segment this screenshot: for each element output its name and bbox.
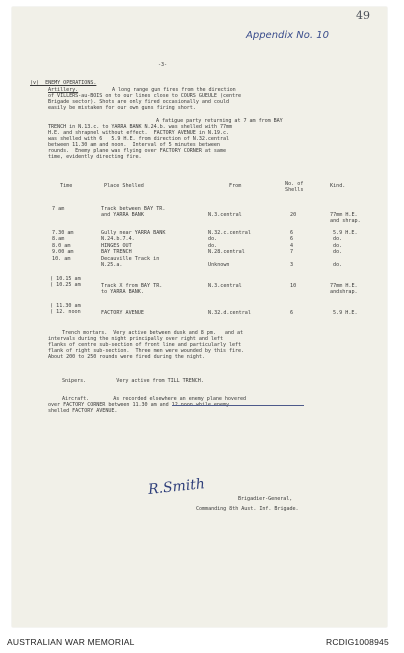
table-row-3-shells: 6 <box>290 310 294 316</box>
appendix-label: Appendix No. 10 <box>246 30 329 41</box>
signature-title-2: Commanding 8th Aust. Inf. Brigade. <box>196 506 299 512</box>
table-row-1-kind: 5.9 H.E. do. do. do. do. <box>333 230 358 269</box>
trench-mortars-line-1: intervals during the night principally over right and left <box>48 336 223 342</box>
trench-mortars-line-3: flank of right sub-section. Three men were wounded by this fire. <box>48 348 245 354</box>
table-row-3-kind: 5.9 H.E. <box>333 310 358 316</box>
header-from: From <box>229 183 242 189</box>
artillery-label: Artillery. <box>48 87 79 93</box>
table-row-2-time: ( 10.15 am ( 10.25 am <box>50 276 81 289</box>
fatigue-line-2: H.E. and shrapnel without effect. FACTORY AVENUE in N.19.c. <box>48 130 230 136</box>
fatigue-line-6: time, evidently directing fire. <box>48 154 142 160</box>
artillery-line-3: easily be mistaken for our own guns firing short. <box>48 105 196 111</box>
table-row-3-place: FACTORY AVENUE <box>101 310 144 316</box>
table-row-1-shells: 6 6 4 7 3 <box>290 230 294 269</box>
fatigue-line-4: between 11.30 am and noon. Interval of 5 minutes between <box>48 142 220 148</box>
artillery-line-1: of VILLERS-au-BOIS on to our lines close to COURS GUEULE (centre <box>48 93 242 99</box>
page-marker: -3- <box>158 62 168 68</box>
table-row-1-from: N.32.c.central do. do. N.28.central Unknown <box>208 230 251 269</box>
trench-mortars-line-0: Trench mortars. Very active between dusk and 8 pm. and at <box>62 330 244 336</box>
trench-mortars-line-2: flanks of centre sub-section of front line and particularly left <box>48 342 242 348</box>
fatigue-line-5: rounds. Enemy plane was flying over FACTORY CORNER at same <box>48 148 226 154</box>
table-row-1-time: 7.30 am 8.am 8.0 am 9.00 am 10. am <box>52 230 74 262</box>
table-row-2-shells: 10 <box>290 283 297 289</box>
fatigue-line-3: was shelled with 6 5.9 H.E. from direction of N.32.central <box>48 136 230 142</box>
trench-mortars-line-4: About 200 to 250 rounds were fired during the night. <box>48 354 205 360</box>
header-shells: No. of Shells <box>285 181 304 194</box>
table-row-3-time: ( 11.30 am ( 12. noon <box>50 303 81 316</box>
table-row-2-kind: 77mm H.E. andshrap. <box>330 283 358 296</box>
header-kind: Kind. <box>330 183 346 189</box>
handwritten-signature: R.Smith <box>147 476 206 498</box>
section-heading: (v) ENEMY OPERATIONS. <box>30 80 97 86</box>
handwritten-strike <box>172 405 304 406</box>
header-time: Time <box>60 183 73 189</box>
fatigue-line-1: TRENCH in N.13.c. to YARRA BANK N.24.b. was shelled with 77mm <box>48 124 233 130</box>
table-row-0-time: 7 am <box>52 206 65 212</box>
table-row-2-place: Track X from BAY TR. to YARRA BANK. <box>101 283 163 296</box>
signature-title-1: Brigadier-General, <box>238 496 293 502</box>
artillery-line-0: A long range gun fires from the direction <box>112 87 236 93</box>
aircraft-line-0: Aircraft. As recorded elsewhere an enemy plane hovered <box>62 396 247 402</box>
footer-institution: AUSTRALIAN WAR MEMORIAL <box>7 637 135 647</box>
header-place: Place Shelled <box>104 183 144 189</box>
table-row-2-from: N.3.central <box>208 283 242 289</box>
snipers-line: Snipers. Very active from TILL TRENCH. <box>62 378 204 384</box>
table-row-0-kind: 77mm H.E. and shrap. <box>330 212 361 225</box>
table-row-0-from: N.3.central <box>208 212 242 218</box>
folio-number: 49 <box>356 9 370 22</box>
table-row-1-place: Gully near YARRA BANK N.24.b.7.4. HINGES OUT BAY TRENCH Decauville Track in N.25.a. <box>101 230 166 269</box>
footer-record-id: RCDIG1008945 <box>326 637 389 647</box>
table-row-3-from: N.32.d.central <box>208 310 251 316</box>
table-row-0-place: Track between BAY TR. and YARRA BANK <box>101 206 166 219</box>
artillery-line-2: Brigade sector). Shots are only fired occasionally and could <box>48 99 230 105</box>
aircraft-line-1: over FACTORY CORNER between 11.30 am and 12 noon while enemy <box>48 402 230 408</box>
table-row-0-shells: 20 <box>290 212 297 218</box>
aircraft-line-2: shelled FACTORY AVENUE. <box>48 408 118 414</box>
fatigue-line-0: A fatigue party returning at 7 am from BAY <box>156 118 283 124</box>
